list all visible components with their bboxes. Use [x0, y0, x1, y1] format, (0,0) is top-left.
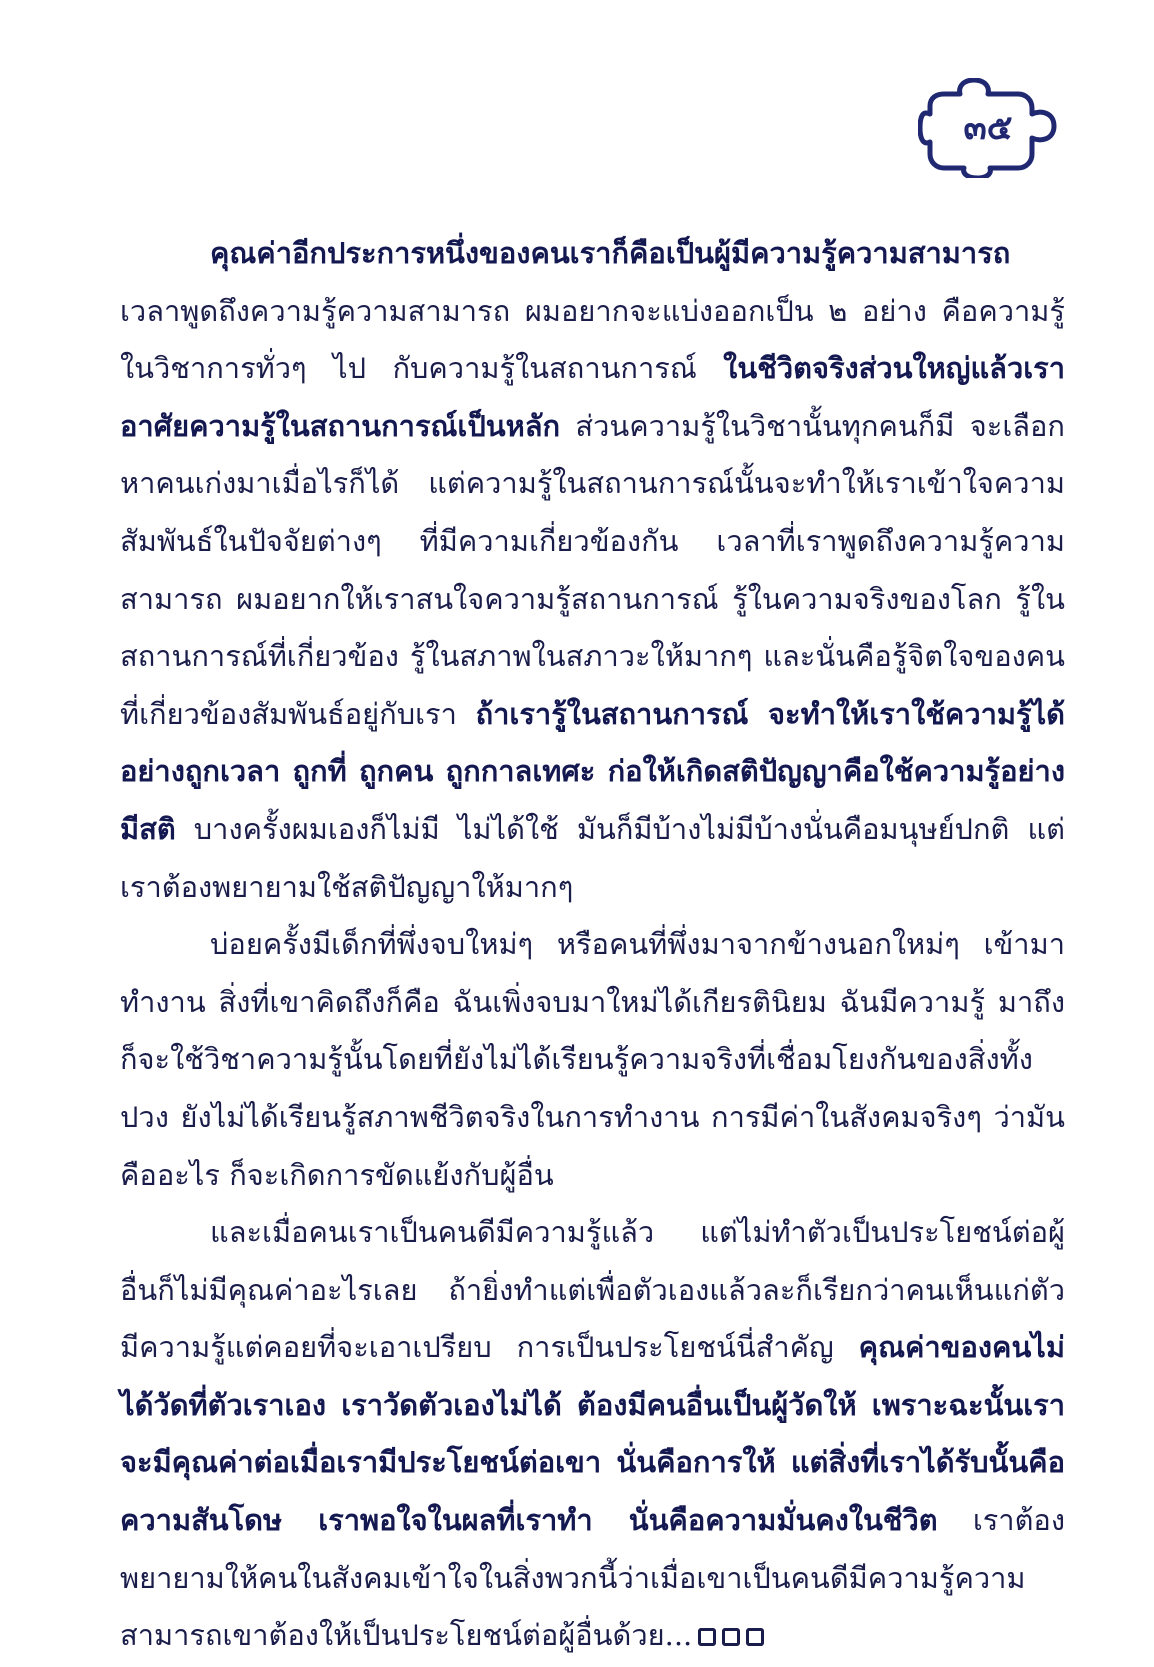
square-icon [698, 1628, 716, 1646]
paragraph-2 [120, 916, 1065, 1204]
text-run: บางครั้งผมเองก็ไม่มี ไม่ได้ใช้ มันก็มีบ้างไม่มีบ้างนั่นคือมนุษย์ปกติ แต่เราต้องพยายามใช้สติปัญญาให้มากๆ [120, 811, 1065, 904]
body-text [120, 225, 1065, 1665]
text-run-bold: คุณค่าอีกประการหนึ่งของคนเราก็คือเป็นผู้มีความรู้ความสามารถ [210, 236, 1011, 270]
text-run: และเมื่อคนเราเป็นคนดีมีความรู้แล้ว แต่ไม่ทำตัวเป็นประโยชน์ต่อผู้อื่นก็ไม่มีคุณค่าอะไรเลย ถ้ายิ่งทำแต่เพื่อตัวเองแล้วละก็เรียกว่าคนเห็นแก่ตัว มีความรู้แต่คอยที่จะเอาเปรียบ การเป็นประโยชน์นี่สำคัญ [120, 1215, 1065, 1365]
square-icon [722, 1628, 740, 1646]
paragraph-3 [120, 1204, 1065, 1665]
text-run-bold: ถ้าเรารู้ในสถานการณ์ จะทำให้เราใช้ความรู้ได้อย่างถูกเวลา ถูกที่ ถูกคน ถูกกาลเทศะ ก่อให้เกิดสติปัญญาคือใช้ความรู้อย่างมีสติ [120, 696, 1065, 846]
paragraph-1 [120, 225, 1065, 916]
text-run: เราต้องพยายามให้คนในสังคมเข้าใจในสิ่งพวกนี้ว่าเมื่อเขาเป็นคนดีมีความรู้ความสามารถเขาต้องให้เป็นประโยชน์ต่อผู้อื่นด้วย... [120, 1503, 1066, 1653]
text-run-bold: คุณค่าของคนไม่ได้วัดที่ตัวเราเอง เราวัดตัวเองไม่ได้ ต้องมีคนอื่นเป็นผู้วัดให้ เพราะฉะนั้นเราจะมีคุณค่าต่อเมื่อเรามีประโยชน์ต่อเขา นั่นคือการให้ แต่สิ่งที่เราได้รับนั้นคือความสันโดษ เราพอใจในผลที่เราทำ นั่นคือความมั่นคงในชีวิต [120, 1330, 1065, 1538]
text-run: ส่วนความรู้ในวิชานั้นทุกคนก็มี จะเลือกหาคนเก่งมาเมื่อไรก็ได้ แต่ความรู้ในสถานการณ์นั้นจะทำให้เราเข้าใจความสัมพันธ์ในปัจจัยต่างๆ ที่มีความเกี่ยวข้องกัน เวลาที่เราพูดถึงความรู้ความสามารถ ผมอยากให้เราสนใจความรู้สถานการณ์ รู้ในความจริงของโลก รู้ในสถานการณ์ที่เกี่ยวข้อง รู้ในสภาพในสภาวะให้มากๆ และนั่นคือรู้จิตใจของคนที่เกี่ยวข้องสัมพันธ์อยู่กับเรา [120, 408, 1065, 731]
text-run-bold: ในชีวิตจริงส่วนใหญ่แล้วเราอาศัยความรู้ในสถานการณ์เป็นหลัก [120, 351, 1065, 443]
page-number-badge [918, 78, 1058, 178]
square-icon [746, 1628, 764, 1646]
end-marks [692, 1618, 764, 1652]
text-run: บ่อยครั้งมีเด็กที่พึ่งจบใหม่ๆ หรือคนที่พึ่งมาจากข้างนอกใหม่ๆ เข้ามาทำงาน สิ่งที่เขาคิดถึงก็คือ ฉันเพิ่งจบมาใหม่ได้เกียรตินิยม ฉันมีความรู้ มาถึงก็จะใช้วิชาความรู้นั้นโดยที่ยังไม่ได้เรียนรู้ความจริงที่เชื่อมโยงกันของสิ่งทั้งปวง ยังไม่ได้เรียนรู้สภาพชีวิตจริงในการทำงาน การมีค่าในสังคมจริงๆ ว่ามันคืออะไร ก็จะเกิดการขัดแย้งกับผู้อื่น [120, 927, 1065, 1192]
page-number: ๓๕ [963, 108, 1013, 148]
text-run: เวลาพูดถึงความรู้ความสามารถ ผมอยากจะแบ่งออกเป็น ๒ อย่าง คือความรู้ในวิชาการทั่วๆ ไป กับความรู้ในสถานการณ์ [120, 293, 1065, 386]
